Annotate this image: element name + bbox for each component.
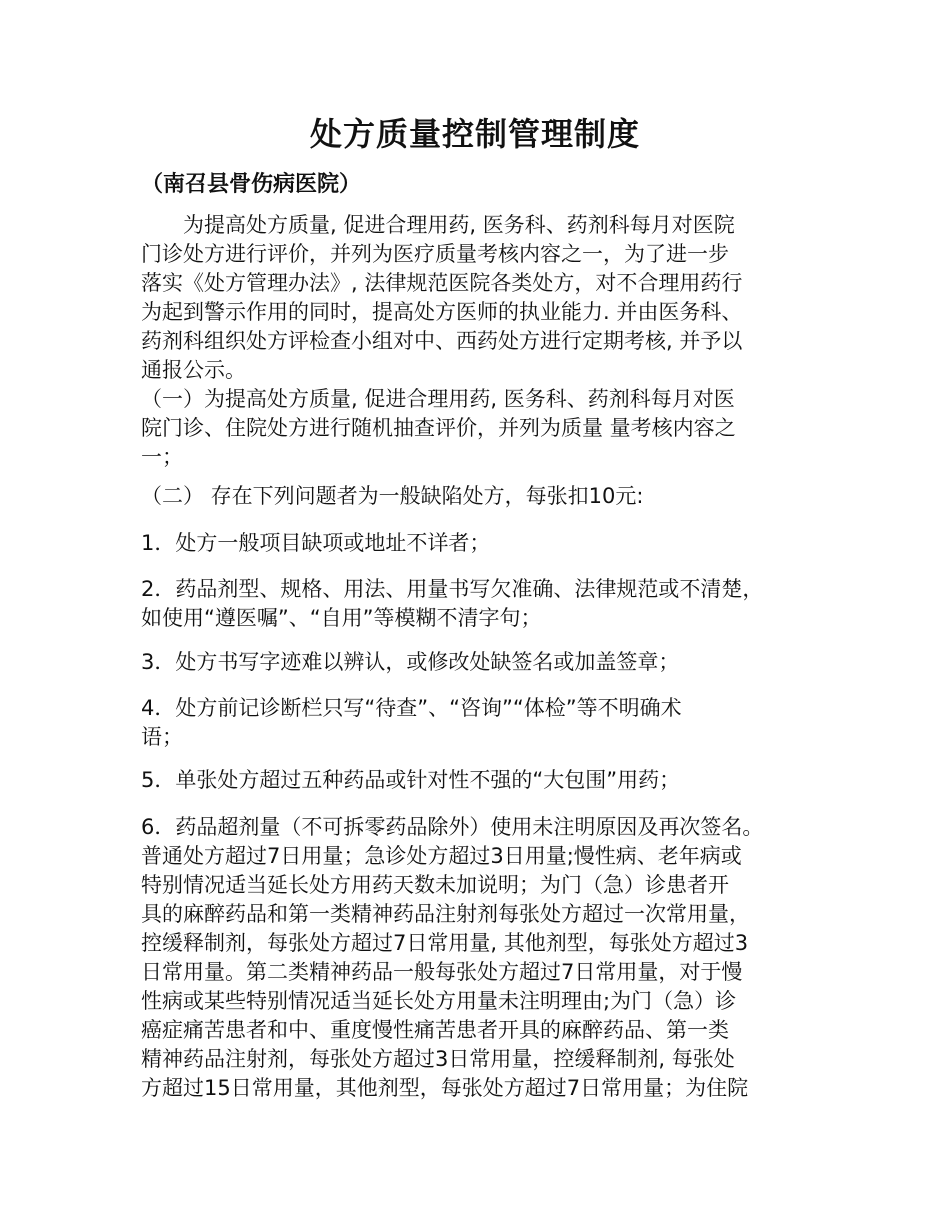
item-6: [141, 813, 831, 1103]
item-2-line: 2．药品剂型、规格、用法、用量书写欠准确、法律规范或不清楚，: [141, 577, 764, 601]
item-6-line: 癌症痛苦患者和中、重度慢性痛苦患者开具的麻醉药品、第一类: [141, 1018, 729, 1042]
section-1-line: （一）为提高处方质量, 促进合理用药, 医务科、药剂科每月对医: [141, 387, 735, 411]
item-2-line: 如使用“遵医嘱”、“自用”等模糊不清字句；: [141, 606, 542, 630]
item-1-line: 1．处方一般项目缺项或地址不详者；: [141, 531, 491, 555]
intro-line: 药剂科组织处方评检查小组对中、西药处方进行定期考核, 并予以: [141, 329, 743, 353]
item-6-line: 性病或某些特别情况适当延长处方用量未注明理由;为门（急）诊: [141, 989, 737, 1013]
item-6-line: 特别情况适当延长处方用药天数未加说明；为门（急）诊患者开: [141, 873, 729, 897]
item-2: [141, 575, 831, 633]
item-3-line: 3．处方书写字迹难以辨认，或修改处缺签名或加盖签章；: [141, 650, 680, 674]
section-2-line: （二） 存在下列问题者为一般缺陷处方，每张扣10元:: [141, 484, 644, 508]
section-2-paragraph: [141, 482, 831, 511]
item-6-line: 日常用量。第二类精神药品一般每张处方超过7日常用量，对于慢: [141, 960, 743, 984]
intro-line: 为起到警示作用的同时，提高处方医师的执业能力. 并由医务科、: [141, 300, 743, 324]
item-6-line: 普通处方超过7日用量；急诊处方超过3日用量;慢性病、老年病或: [141, 844, 742, 868]
document-subtitle: （南召县骨伤病医院）: [141, 172, 362, 197]
intro-paragraph: [141, 211, 831, 385]
item-5: [141, 766, 831, 795]
item-6-line: 精神药品注射剂，每张处方超过3日常用量，控缓释制剂, 每张处: [141, 1047, 735, 1071]
item-4: [141, 694, 831, 752]
item-6-line: 控缓释制剂，每张处方超过7日常用量, 其他剂型，每张处方超过3: [141, 931, 749, 955]
item-4-line: 语；: [141, 725, 183, 749]
item-6-line: 方超过15日常用量，其他剂型，每张处方超过7日常用量；为住院: [141, 1076, 749, 1100]
item-6-line: 6．药品超剂量（不可拆零药品除外）使用未注明原因及再次签名。: [141, 815, 764, 839]
intro-line: 门诊处方进行评价，并列为医疗质量考核内容之一，为了进一步: [141, 242, 729, 266]
item-4-line: 4．处方前记诊断栏只写“待查”、“咨询”“体检”等不明确术: [141, 696, 682, 720]
item-5-line: 5．单张处方超过五种药品或针对性不强的“大包围”用药；: [141, 768, 681, 792]
intro-line: 落实《处方管理办法》, 法律规范医院各类处方，对不合理用药行: [141, 271, 743, 295]
item-3: [141, 648, 831, 677]
section-1-line: 一；: [141, 445, 183, 469]
section-1-paragraph: [141, 385, 831, 472]
section-1-line: 院门诊、住院处方进行随机抽查评价，并列为质量 量考核内容之: [141, 416, 736, 440]
intro-line: 为提高处方质量, 促进合理用药, 医务科、药剂科每月对医院: [183, 213, 735, 237]
document-title: 处方质量控制管理制度: [309, 115, 640, 153]
item-6-line: 具的麻醉药品和第一类精神药品注射剂每张处方超过一次常用量，: [141, 902, 750, 926]
item-1: [141, 529, 831, 558]
intro-line: 通报公示。: [141, 358, 246, 382]
